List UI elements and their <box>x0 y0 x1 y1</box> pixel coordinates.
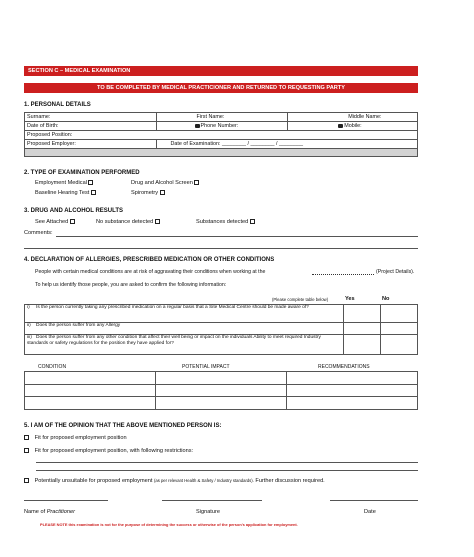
dob-cell[interactable] <box>25 122 157 131</box>
unsuitable-label: Potentially unsuitable for proposed employment <box>34 478 153 484</box>
fit-restrictions-checkbox[interactable] <box>24 448 29 453</box>
middle-name-cell[interactable] <box>288 113 418 122</box>
see-attached-checkbox[interactable] <box>70 219 75 224</box>
question-text: Does the person suffer from any other condition that affect their well being or impact on the individuals Ability to meet required Industry standards or safety regulations for the position they have applied for? <box>27 335 321 346</box>
employer-cell[interactable] <box>25 140 157 149</box>
condition-cell[interactable] <box>25 372 156 385</box>
date-label: Date <box>364 509 376 515</box>
employer-label: Proposed Employer: <box>27 141 76 147</box>
drug-alcohol-screen-option[interactable] <box>131 179 199 187</box>
fit-restrictions-label: Fit for proposed employment position, with following restrictions: <box>34 448 194 454</box>
substances-label: Substances detected <box>196 219 249 225</box>
mobile-cell[interactable] <box>288 122 418 131</box>
table-row <box>25 323 418 335</box>
recommendations-header: RECOMMENDATIONS <box>318 364 370 370</box>
personal-details-table <box>24 112 418 157</box>
practitioner-name-label <box>24 508 75 516</box>
comments-label: Comments: <box>24 230 53 236</box>
section-c-bar: SECTION C – MEDICAL EXAMINATION <box>24 66 418 76</box>
fit-position-option[interactable] <box>24 434 127 442</box>
yes-answer-cell[interactable] <box>344 323 381 335</box>
question-cell <box>25 323 344 335</box>
fit-restrictions-option[interactable] <box>24 447 193 455</box>
row-number: iii) <box>27 335 32 340</box>
substances-checkbox[interactable] <box>250 219 255 224</box>
tick-note: (Please complete table below) <box>272 297 329 302</box>
yes-answer-cell[interactable] <box>344 305 381 323</box>
signature-line[interactable] <box>162 500 262 501</box>
fit-position-label: Fit for proposed employment position <box>34 435 127 441</box>
first-name-label: First Name: <box>196 114 225 120</box>
phone-cell[interactable] <box>156 122 288 131</box>
phone-icon <box>195 124 200 128</box>
table-row <box>25 384 418 397</box>
position-cell[interactable] <box>25 131 418 140</box>
surname-label: Surname: <box>27 114 51 120</box>
recommendation-cell[interactable] <box>287 384 418 397</box>
baseline-hearing-label: Baseline Hearing Test <box>35 190 90 196</box>
declaration-table <box>24 304 418 355</box>
unsuitable-checkbox[interactable] <box>24 478 29 483</box>
yes-column-header: Yes <box>345 296 355 302</box>
declaration-para-2: To help us identify those people, you are asked to confirm the following information: <box>35 282 227 288</box>
conditions-table <box>24 371 418 410</box>
name-of-text: Name of <box>24 509 46 515</box>
question-text: Does the person suffer from any Allergy <box>36 323 121 328</box>
employment-medical-checkbox[interactable] <box>88 180 93 185</box>
yes-answer-cell[interactable] <box>344 335 381 355</box>
table-row <box>25 335 418 355</box>
no-substance-label: No substance detected <box>96 219 154 225</box>
table-row <box>25 397 418 410</box>
substances-option[interactable] <box>196 218 255 226</box>
dob-label: Date of Birth: <box>27 123 59 129</box>
baseline-hearing-checkbox[interactable] <box>91 190 96 195</box>
row-number: i) <box>27 305 30 310</box>
condition-cell[interactable] <box>25 384 156 397</box>
question-text: Is the person currently taking any prescribed medication on a regular basis that a Site Medical Centre should be made aware of? <box>36 305 309 310</box>
fit-position-checkbox[interactable] <box>24 435 29 440</box>
spirometry-checkbox[interactable] <box>160 190 165 195</box>
exam-type-heading: 2. TYPE OF EXAMINATION PERFORMED <box>24 170 140 176</box>
no-answer-cell[interactable] <box>381 335 418 355</box>
table-row <box>25 305 418 323</box>
unsuitable-option[interactable] <box>24 477 325 485</box>
phone-label: Phone Number: <box>200 123 239 129</box>
unsuitable-discussion-note: Further discussion required. <box>255 478 325 484</box>
spirometry-option[interactable] <box>131 189 165 197</box>
no-substance-option[interactable] <box>96 218 160 226</box>
completion-notice-bar: TO BE COMPLETED BY MEDICAL PRACTICIONER AND RETURNED TO REQUESTING PARTY <box>24 83 418 93</box>
practitioner-name-line[interactable] <box>24 500 108 501</box>
impact-cell[interactable] <box>156 372 287 385</box>
spirometry-label: Spirometry <box>131 190 159 196</box>
drug-alcohol-screen-checkbox[interactable] <box>194 180 199 185</box>
comments-line-1[interactable] <box>56 236 418 237</box>
mobile-label: Mobile: <box>344 123 362 129</box>
no-answer-cell[interactable] <box>381 305 418 323</box>
impact-cell[interactable] <box>156 397 287 410</box>
see-attached-option[interactable] <box>35 218 75 226</box>
personal-details-heading: 1. PERSONAL DETAILS <box>24 102 91 108</box>
project-details-field[interactable] <box>312 274 374 275</box>
exam-date-label: Date of Examination: ________ / ________ / ________ <box>170 141 303 147</box>
baseline-hearing-option[interactable] <box>35 189 96 197</box>
position-label: Proposed Position: <box>27 132 73 138</box>
restrictions-line-2[interactable] <box>36 470 418 471</box>
practitioner-text: Practitioner <box>46 509 75 515</box>
employment-medical-option[interactable] <box>35 179 93 187</box>
see-attached-label: See Attached <box>35 219 69 225</box>
signature-label: Signature <box>196 509 220 515</box>
question-cell <box>25 335 344 355</box>
recommendation-cell[interactable] <box>287 372 418 385</box>
declaration-heading: 4. DECLARATION OF ALLERGIES, PRESCRIBED MEDICATION OR OTHER CONDITIONS <box>24 257 275 263</box>
footer-note: PLEASE NOTE this examination is not for the purpose of determining the success or otherwise of the person's application for employment. <box>40 522 298 527</box>
phone-icon <box>338 124 343 128</box>
unsuitable-standards-note: (as per relevant Health & Safety / Industry standards). <box>153 478 254 483</box>
impact-cell[interactable] <box>156 384 287 397</box>
first-name-cell[interactable] <box>156 113 288 122</box>
exam-date-cell[interactable] <box>156 140 418 149</box>
project-details-label: (Project Details). <box>376 269 415 275</box>
drug-results-heading: 3. DRUG AND ALCOHOL RESULTS <box>24 208 124 214</box>
shaded-row <box>25 149 418 157</box>
restrictions-line-1[interactable] <box>36 462 418 463</box>
no-answer-cell[interactable] <box>381 323 418 335</box>
condition-header: CONDITION <box>38 364 67 370</box>
employment-medical-label: Employment Medical <box>35 180 87 186</box>
question-cell <box>25 305 344 323</box>
opinion-heading: 5. I AM OF THE OPINION THAT THE ABOVE MENTIONED PERSON IS: <box>24 423 222 429</box>
surname-cell[interactable] <box>25 113 157 122</box>
drug-alcohol-screen-label: Drug and Alcohol Screen <box>131 180 193 186</box>
recommendation-cell[interactable] <box>287 397 418 410</box>
declaration-para-1-text: People with certain medical conditions are at risk of aggravating their conditions when working at the <box>35 269 266 275</box>
row-number: ii) <box>27 323 31 328</box>
condition-cell[interactable] <box>25 397 156 410</box>
table-row <box>25 372 418 385</box>
no-column-header: No <box>382 296 390 302</box>
comments-line-2[interactable] <box>24 248 418 249</box>
declaration-para-1 <box>35 268 265 276</box>
no-substance-checkbox[interactable] <box>155 219 160 224</box>
potential-impact-header: POTENTIAL IMPACT <box>182 364 230 370</box>
middle-name-label: Middle Name: <box>348 114 382 120</box>
date-line[interactable] <box>330 500 418 501</box>
